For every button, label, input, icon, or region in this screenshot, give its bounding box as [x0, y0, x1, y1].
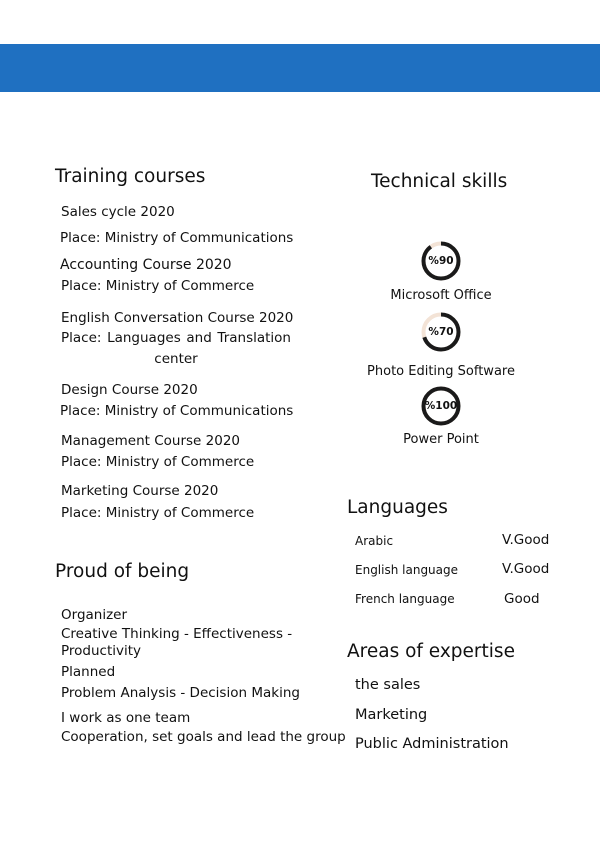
trait-item: Cooperation, set goals and lead the group: [61, 729, 346, 745]
areas-of-expertise-title: Areas of expertise: [347, 641, 515, 662]
course-name: Accounting Course 2020: [60, 257, 232, 273]
language-name: Arabic: [355, 534, 394, 548]
language-name: French language: [355, 592, 455, 606]
course-place: Place: Ministry of Commerce: [61, 278, 255, 294]
course-place: Place: Ministry of Commerce: [61, 505, 255, 521]
course-place: Place: Ministry of Communications: [60, 403, 294, 419]
expertise-item: the sales: [355, 677, 421, 693]
course-place-continued: center: [154, 351, 198, 367]
expertise-item: Marketing: [355, 707, 428, 723]
proud-of-being-title: Proud of being: [55, 561, 190, 582]
course-place: Place: Ministry of Commerce: [61, 454, 255, 470]
trait-item: Planned: [61, 664, 116, 680]
skill-name: Power Point: [403, 432, 479, 447]
skill-name: Microsoft Office: [390, 288, 492, 303]
course-name: Sales cycle 2020: [61, 204, 175, 220]
language-level: V.Good: [502, 561, 550, 577]
language-name: English language: [355, 563, 459, 577]
course-place: Place: Ministry of Communications: [60, 230, 294, 246]
course-place: Place: Languages and Translation: [61, 330, 291, 346]
skill-name: Photo Editing Software: [367, 364, 515, 379]
trait-item: Creative Thinking - Effectiveness -: [61, 626, 293, 642]
skill-gauge: [421, 312, 461, 352]
technical-skills-title: Technical skills: [371, 171, 508, 192]
language-level: Good: [504, 591, 540, 607]
course-name: Marketing Course 2020: [61, 483, 219, 499]
course-name: Design Course 2020: [61, 382, 198, 398]
trait-item: Problem Analysis - Decision Making: [61, 685, 300, 701]
trait-item: Productivity: [61, 643, 142, 659]
trait-item: Organizer: [61, 607, 128, 623]
skill-percent: %70: [428, 326, 454, 338]
language-level: V.Good: [502, 532, 550, 548]
training-courses-title: Training courses: [55, 166, 206, 187]
trait-item: I work as one team: [61, 710, 191, 726]
skill-gauge: [421, 241, 461, 281]
course-name: Management Course 2020: [61, 433, 241, 449]
expertise-item: Public Administration: [355, 736, 509, 752]
skill-gauge: [421, 386, 461, 426]
languages-title: Languages: [347, 497, 448, 518]
skill-percent: %90: [428, 255, 454, 267]
course-name: English Conversation Course 2020: [61, 310, 294, 326]
skill-percent: %100: [424, 400, 458, 412]
header-bar: [0, 44, 600, 92]
